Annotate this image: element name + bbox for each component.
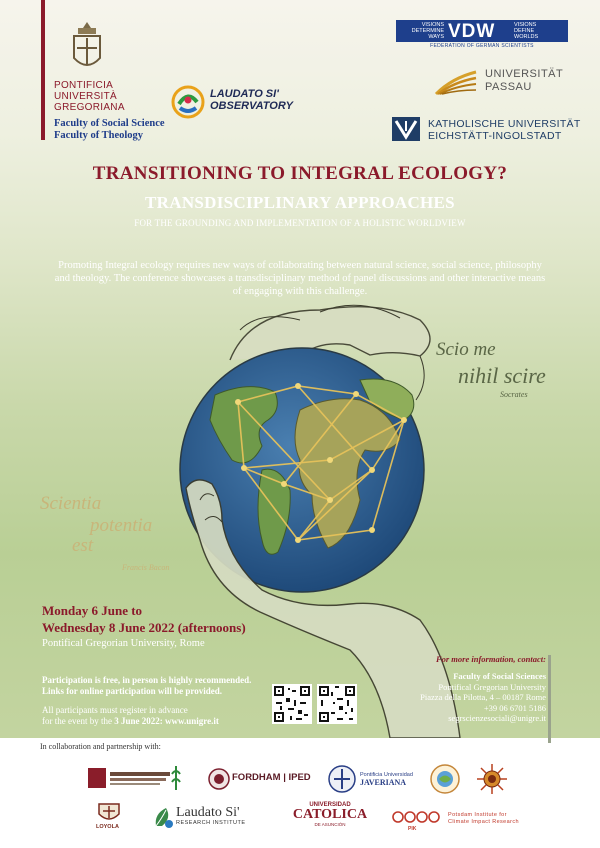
tagline: FOR THE GROUNDING AND IMPLEMENTATION OF A HOLISTIC WORLDVIEW <box>134 218 466 228</box>
jesuit-sun-icon <box>476 763 508 795</box>
contact-details: Faculty of Social Sciences Pontifical Gregorian University Piazza della Pilotta, 4 – 00187 Rome +39 06 6701 5186 segrscienzesociali@unigre.it <box>392 671 546 724</box>
passau-name: UNIVERSITÄT PASSAU <box>485 68 564 93</box>
loyola-name: LOYOLA <box>96 824 119 830</box>
subtitle: TRANSDISCIPLINARY APPROACHES <box>145 193 455 212</box>
pik-name: Potsdam Institute for Climate Impact Research <box>448 812 519 825</box>
socrates-quote-line1: Scio me <box>436 339 496 360</box>
socrates-attribution: Socrates <box>500 390 528 399</box>
bacon-attribution: Francis Bacon <box>122 563 170 572</box>
participation-note: Participation is free, in person is highly recommended. Links for online participation will be provided. <box>42 675 252 696</box>
partner-seal-icon <box>430 764 460 794</box>
laudato-si-institute-name: Laudato Si' RESEARCH INSTITUTE <box>176 805 246 826</box>
catolica-name: UNIVERSIDAD CATOLICA DE ASUNCIÓN <box>292 802 368 827</box>
javeriana-name: Pontificia Universidad JAVERIANA <box>360 772 413 787</box>
fordham-name: FORDHAM | IPED <box>232 772 311 783</box>
university-name: PONTIFICIA UNIVERSITÀ GREGORIANA <box>54 80 125 113</box>
registration-note: All participants must register in advance for the event by the 3 June 2022: www.unigre.it <box>42 705 219 726</box>
bacon-quote-line3: est <box>72 535 94 556</box>
bacon-quote-line1: Scientia <box>40 493 102 514</box>
intro-paragraph: Promoting Integral ecology requires new ways of collaborating between natural science, social science, philosophy and theology. The conference showcases a transdisciplinary method of panel discussions and other interactive means of engaging with this challenge. <box>54 260 546 297</box>
laudato-si-institute-leaf-icon <box>152 806 174 830</box>
event-date-end: Wednesday 8 June 2022 (afternoons) <box>42 620 246 635</box>
javeriana-seal-icon <box>328 764 356 794</box>
ku-eichstaett-name: KATHOLISCHE UNIVERSITÄT EICHSTÄTT-INGOLSTADT <box>428 118 581 142</box>
socrates-quote-line2: nihil scire <box>458 363 546 388</box>
fordham-seal-icon <box>208 768 230 790</box>
laudato-si-observatory-name: LAUDATO SI' OBSERVATORY <box>210 88 293 112</box>
contact-divider <box>548 655 551 743</box>
qr-code-icon[interactable] <box>272 684 312 724</box>
vdw-right-tagline: VISIONS DEFINE WORLDS <box>514 22 539 40</box>
event-date-start: Monday 6 June to <box>42 603 143 618</box>
faculties: Faculty of Social Science Faculty of Theology <box>54 118 165 141</box>
loyola-shield-icon <box>96 802 122 824</box>
vdw-subtitle: FEDERATION OF GERMAN SCIENTISTS <box>430 43 534 49</box>
main-title: TRANSITIONING TO INTEGRAL ECOLOGY? <box>92 163 508 184</box>
bacon-quote-line2: potentia <box>90 515 153 536</box>
partners-label: In collaboration and partnership with: <box>40 742 161 751</box>
cuhk-logo-icon <box>88 764 188 792</box>
pik-short: PIK <box>408 826 417 832</box>
qr-code-icon[interactable] <box>317 684 357 724</box>
event-venue: Pontifical Gregorian University, Rome <box>42 638 205 649</box>
contact-email[interactable]: segrscienzesociali@unigre.it <box>448 713 546 723</box>
contact-heading: For more information, contact: <box>435 654 546 664</box>
vdw-left-tagline: VISIONS DETERMINE WAYS <box>411 22 444 40</box>
vdw-mark: VDW <box>448 21 496 42</box>
